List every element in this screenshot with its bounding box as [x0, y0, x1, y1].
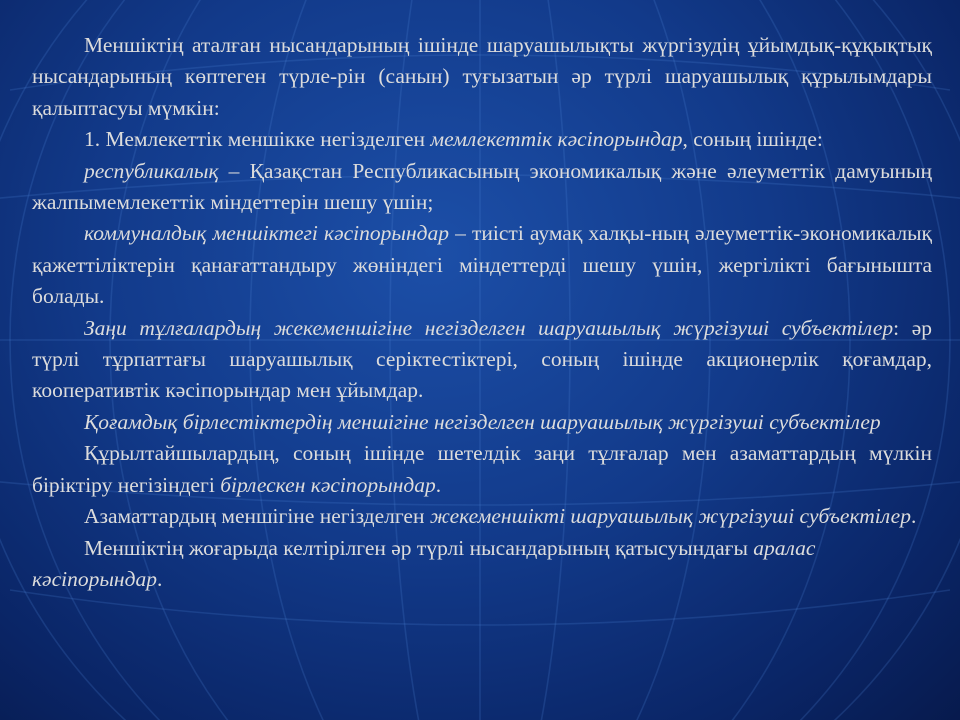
paragraph	[32, 533, 932, 596]
slide-body-text	[32, 30, 932, 595]
paragraph	[32, 218, 932, 312]
italic-term: Заңи тұлғалардың жекеменшігіне негізделген шаруашылық жүргізуші субъектілер	[84, 315, 894, 340]
italic-term: бірлескен кәсіпорындар	[220, 472, 436, 497]
paragraph	[32, 501, 932, 532]
text-run: .	[910, 504, 917, 529]
text-run: – тиісті аумақ халқы-ның әлеуметтік-экономикалық қажеттіліктерін қанағаттандыру жөніндегі міндеттерді шешу үшін, жергілікті бағыныштa болады.	[32, 221, 932, 309]
italic-term: коммуналдық меншіктегі кәсіпорындар	[84, 221, 449, 246]
text-run: 1. Мемлекеттік меншікке негізделген	[84, 127, 431, 152]
text-run: .	[435, 472, 442, 497]
text-run: Меншіктің жоғарыда келтірілген әр түрлі нысандарының қатысуындағы	[84, 535, 754, 560]
text-run: : әр түрлі тұрпаттағы шаруашылық серіктестіктері, соның ішінде акционерлік қоғамдар, кооперативтік кәсіпорындар мен ұйымдар.	[32, 315, 932, 403]
paragraph	[32, 313, 932, 407]
text-run: , соның ішінде:	[682, 127, 823, 152]
paragraph	[32, 438, 932, 501]
text-run: Азаматтардың меншігіне негізделген	[84, 504, 430, 529]
italic-term: республикалық	[84, 158, 219, 183]
italic-term: аралас кәсіпорындар	[32, 535, 816, 591]
text-run: Меншіктің аталған нысандарының ішінде шаруашылықты жүргізудің ұйымдық-құқықтық нысандарының көптеген түрле-рін (санын) туғызатын әр түрлі шаруашылық құрылымдары қалыптасуы мүмкін:	[32, 33, 932, 120]
italic-term: Қоғамдық бірлестіктердің меншігіне негізделген шаруашылық жүргізуші субъектілер	[84, 409, 881, 434]
italic-term: жекеменшікті шаруашылық жүргізуші субъектілер	[429, 504, 911, 529]
italic-term: мемлекеттік кәсіпорындар	[430, 127, 683, 152]
text-run: – Қазақстан Республикасының экономикалық және әлеуметтік дамуының жалпымемлекеттік міндеттерін шешу үшін;	[32, 158, 932, 215]
paragraph	[32, 156, 932, 219]
paragraph	[32, 124, 932, 155]
text-run: Құрылтайшылардың, соның ішінде шетелдік заңи тұлғалар мен азаматтардың мүлкін біріктіру негізіндегі	[32, 441, 932, 497]
paragraph	[32, 30, 932, 124]
text-run: .	[156, 566, 163, 591]
paragraph	[32, 407, 932, 438]
